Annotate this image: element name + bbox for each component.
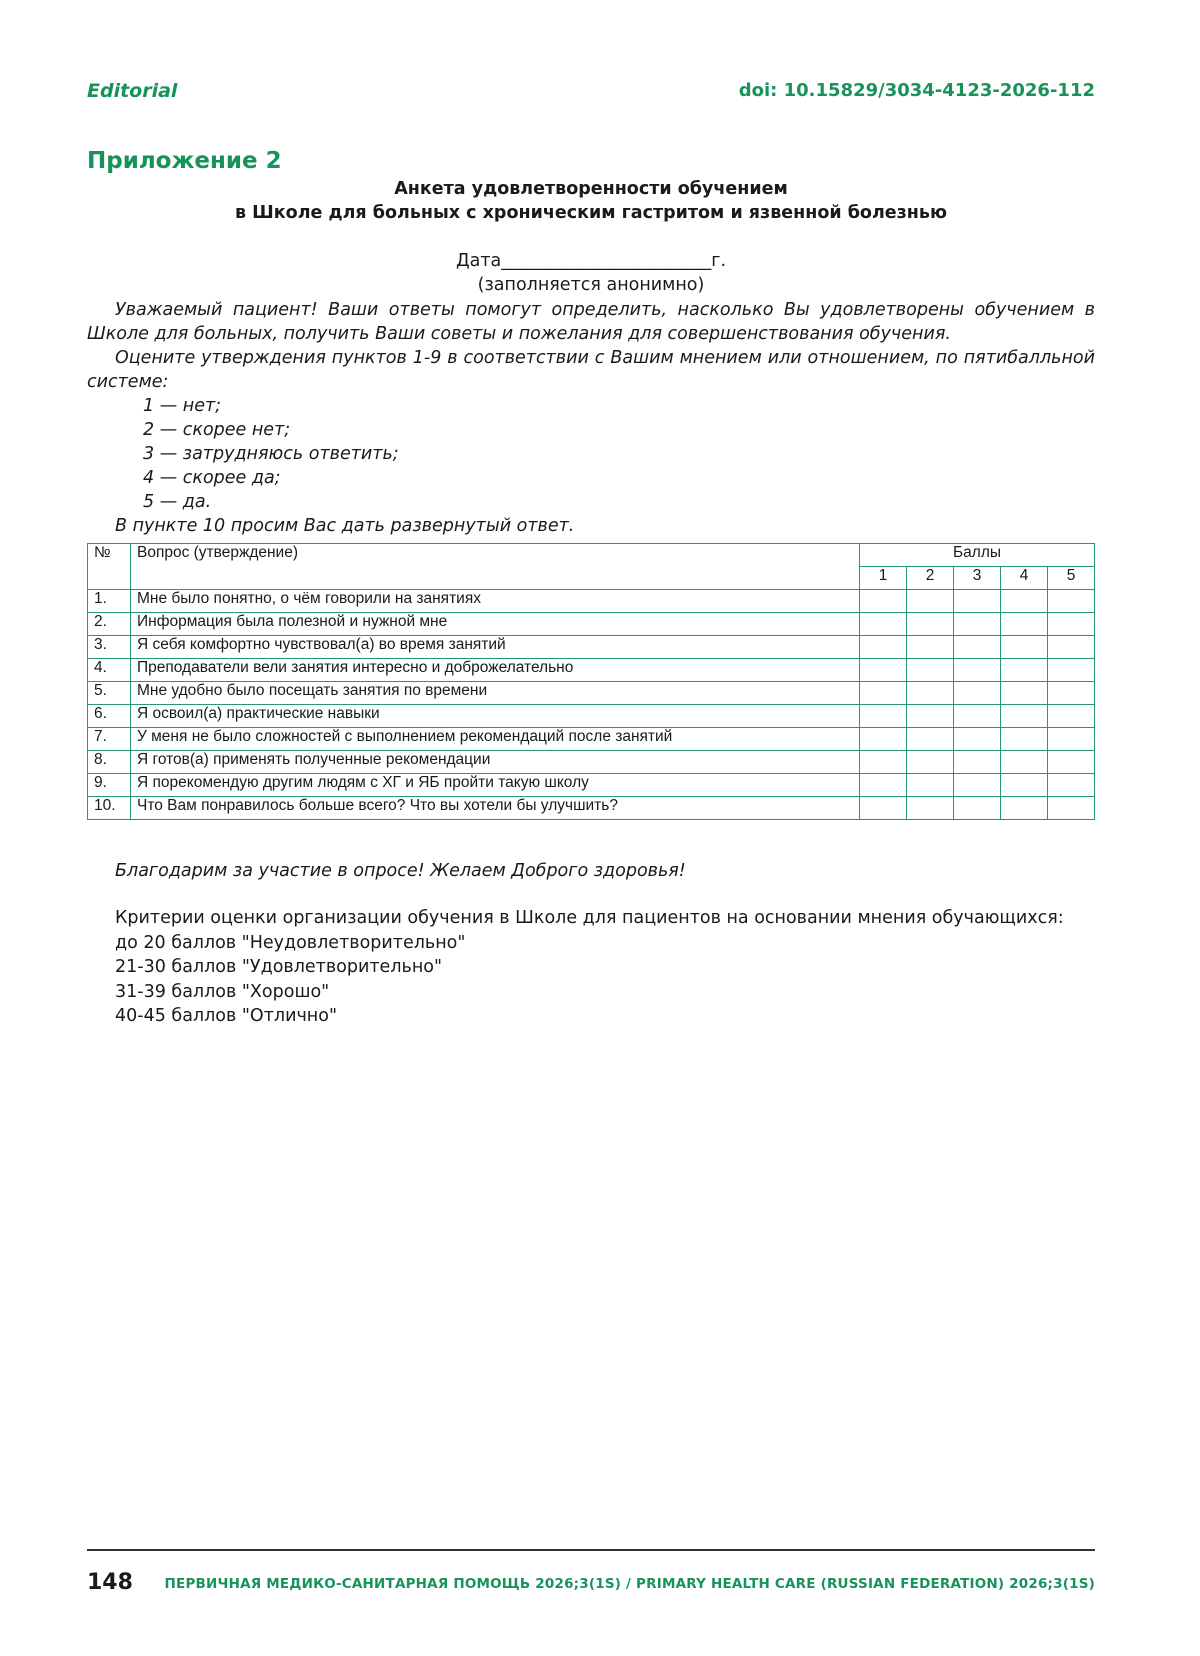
table-row — [88, 728, 1095, 751]
score-cell[interactable] — [860, 751, 907, 774]
date-field-line: Дата________________________г. — [455, 251, 727, 271]
score-cell[interactable] — [1001, 774, 1048, 797]
scale-item: 2 — скорее нет; — [143, 420, 291, 440]
score-cell[interactable] — [907, 590, 954, 613]
score-cell[interactable] — [1048, 682, 1095, 705]
score-cell[interactable] — [907, 797, 954, 820]
col-header-scores: Баллы — [860, 544, 1095, 567]
thanks-message: Благодарим за участие в опросе! Желаем Доброго здоровья! — [115, 861, 686, 881]
page-number: 148 — [87, 1570, 133, 1595]
row-number: 7. — [88, 728, 131, 751]
score-cell[interactable] — [1001, 751, 1048, 774]
criteria-block — [115, 906, 1064, 1029]
score-cell[interactable] — [954, 636, 1001, 659]
questionnaire-title-line1: Анкета удовлетворенности обучением — [394, 179, 788, 199]
score-cell[interactable] — [860, 659, 907, 682]
row-question: Я освоил(а) практические навыки — [131, 705, 860, 728]
table-row — [88, 659, 1095, 682]
section-label: Editorial — [87, 80, 178, 102]
scale-item: 4 — скорее да; — [143, 468, 281, 488]
intro-paragraph-2: Оцените утверждения пунктов 1-9 в соответствии с Вашим мнением или отношением, по пятибалльной системе: — [87, 348, 1095, 392]
score-cell[interactable] — [860, 797, 907, 820]
score-cell[interactable] — [907, 705, 954, 728]
score-label: 1 — [860, 567, 907, 590]
score-cell[interactable] — [954, 613, 1001, 636]
row-question: Мне было понятно, о чём говорили на занятиях — [131, 590, 860, 613]
score-cell[interactable] — [954, 705, 1001, 728]
score-cell[interactable] — [954, 728, 1001, 751]
score-cell[interactable] — [907, 682, 954, 705]
table-row — [88, 636, 1095, 659]
score-cell[interactable] — [954, 590, 1001, 613]
score-cell[interactable] — [954, 682, 1001, 705]
score-cell[interactable] — [860, 705, 907, 728]
score-cell[interactable] — [1048, 705, 1095, 728]
scale-item: 1 — нет; — [143, 396, 222, 416]
row-number: 3. — [88, 636, 131, 659]
row-question: Мне удобно было посещать занятия по времени — [131, 682, 860, 705]
score-cell[interactable] — [1001, 613, 1048, 636]
row-number: 5. — [88, 682, 131, 705]
journal-title: ПЕРВИЧНАЯ МЕДИКО-САНИТАРНАЯ ПОМОЩЬ 2026;3(1S) / PRIMARY HEALTH CARE (RUSSIAN FEDERATION) 2026;3(1S) — [164, 1576, 1095, 1592]
score-label: 4 — [1001, 567, 1048, 590]
row-question: Я готов(а) применять полученные рекомендации — [131, 751, 860, 774]
row-question: Я себя комфортно чувствовал(а) во время занятий — [131, 636, 860, 659]
score-cell[interactable] — [954, 659, 1001, 682]
criteria-item: 21-30 баллов "Удовлетворительно" — [115, 957, 443, 977]
row-number: 2. — [88, 613, 131, 636]
table-row — [88, 613, 1095, 636]
score-cell[interactable] — [907, 636, 954, 659]
score-cell[interactable] — [1048, 774, 1095, 797]
score-cell[interactable] — [954, 797, 1001, 820]
row-number: 1. — [88, 590, 131, 613]
intro-paragraph-1: Уважаемый пациент! Ваши ответы помогут определить, насколько Вы удовлетворены обучением в Школе для больных, получить Ваши советы и пожелания для совершенствования обучения. — [87, 300, 1095, 344]
score-label: 5 — [1048, 567, 1095, 590]
score-cell[interactable] — [1001, 659, 1048, 682]
score-cell[interactable] — [907, 774, 954, 797]
col-header-number: № — [88, 544, 131, 590]
row-number: 10. — [88, 797, 131, 820]
score-cell[interactable] — [860, 774, 907, 797]
row-number: 9. — [88, 774, 131, 797]
row-question: У меня не было сложностей с выполнением рекомендаций после занятий — [131, 728, 860, 751]
score-cell[interactable] — [860, 590, 907, 613]
score-cell[interactable] — [907, 751, 954, 774]
col-header-question: Вопрос (утверждение) — [131, 544, 860, 590]
score-cell[interactable] — [860, 613, 907, 636]
score-cell[interactable] — [1048, 636, 1095, 659]
score-cell[interactable] — [860, 636, 907, 659]
intro-paragraph-3: В пункте 10 просим Вас дать развернутый ответ. — [115, 516, 575, 536]
criteria-item: до 20 баллов "Неудовлетворительно" — [115, 932, 466, 953]
row-question: Что Вам понравилось больше всего? Что вы хотели бы улучшить? — [131, 797, 860, 820]
score-cell[interactable] — [907, 659, 954, 682]
intro-text — [87, 298, 1095, 538]
score-cell[interactable] — [907, 728, 954, 751]
table-header-row — [88, 544, 1095, 567]
score-label: 3 — [954, 567, 1001, 590]
scale-item: 5 — да. — [143, 492, 212, 512]
score-cell[interactable] — [1001, 590, 1048, 613]
table-row — [88, 797, 1095, 820]
score-cell[interactable] — [1001, 636, 1048, 659]
footer-divider — [87, 1549, 1095, 1551]
score-cell[interactable] — [1001, 682, 1048, 705]
scale-item: 3 — затрудняюсь ответить; — [143, 444, 399, 464]
questionnaire-title-line2: в Школе для больных с хроническим гастритом и язвенной болезнью — [235, 203, 947, 223]
criteria-item: 40-45 баллов "Отлично" — [115, 1006, 337, 1026]
score-cell[interactable] — [1048, 590, 1095, 613]
score-cell[interactable] — [860, 682, 907, 705]
score-cell[interactable] — [1001, 797, 1048, 820]
row-question: Я порекомендую другим людям с ХГ и ЯБ пройти такую школу — [131, 774, 860, 797]
score-cell[interactable] — [1048, 613, 1095, 636]
score-cell[interactable] — [860, 728, 907, 751]
score-cell[interactable] — [954, 774, 1001, 797]
anonymous-note: (заполняется анонимно) — [477, 275, 705, 295]
score-label: 2 — [907, 567, 954, 590]
criteria-heading: Критерии оценки организации обучения в Школе для пациентов на основании мнения обучающихся: — [115, 908, 1064, 928]
row-number: 6. — [88, 705, 131, 728]
row-question: Информация была полезной и нужной мне — [131, 613, 860, 636]
table-row — [88, 751, 1095, 774]
score-cell[interactable] — [1048, 728, 1095, 751]
score-cell[interactable] — [1001, 728, 1048, 751]
table-row — [88, 705, 1095, 728]
table-row — [88, 774, 1095, 797]
row-question: Преподаватели вели занятия интересно и доброжелательно — [131, 659, 860, 682]
score-cell[interactable] — [1048, 797, 1095, 820]
score-cell[interactable] — [1048, 659, 1095, 682]
score-cell[interactable] — [1048, 751, 1095, 774]
survey-table — [87, 543, 1095, 820]
criteria-item: 31-39 баллов "Хорошо" — [115, 981, 330, 1002]
doi-link[interactable]: doi: 10.15829/3034-4123-2026-112 — [738, 80, 1095, 101]
score-cell[interactable] — [1001, 705, 1048, 728]
row-number: 4. — [88, 659, 131, 682]
score-cell[interactable] — [954, 751, 1001, 774]
appendix-title: Приложение 2 — [87, 148, 282, 174]
table-row — [88, 590, 1095, 613]
score-cell[interactable] — [907, 613, 954, 636]
table-row — [88, 682, 1095, 705]
row-number: 8. — [88, 751, 131, 774]
